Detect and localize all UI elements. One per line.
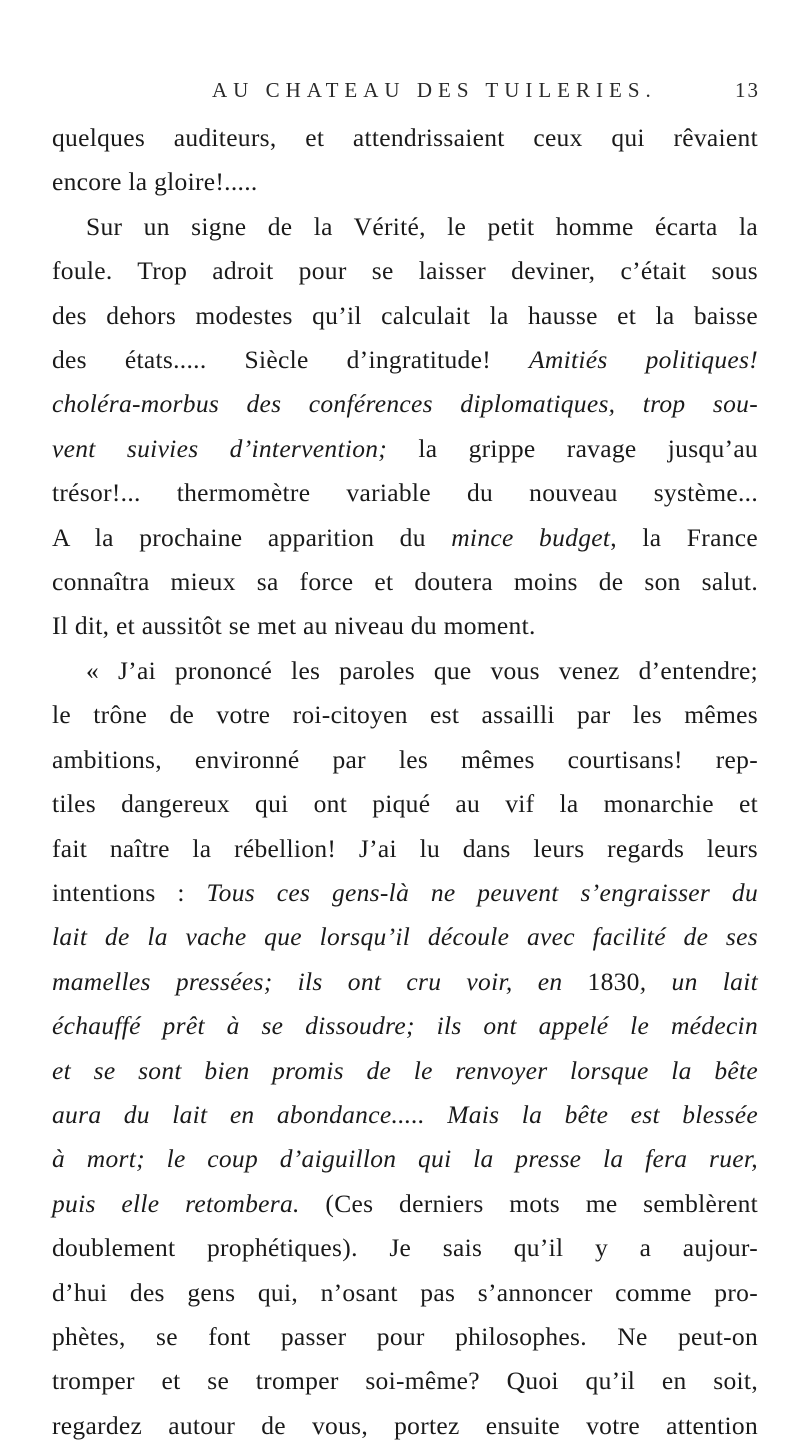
text-segment: doublement prophétiques). Je sais qu’il y a aujour- — [52, 1233, 758, 1263]
text-line — [52, 871, 758, 915]
text-segment: le trône de votre roi-citoyen est assailli par les mêmes — [52, 700, 758, 730]
text-segment: d’hui des gens qui, n’osant pas s’annoncer comme pro- — [52, 1277, 758, 1307]
text-segment: foule. Trop adroit pour se laisser deviner, c’était sous — [52, 256, 758, 286]
text-line — [52, 738, 758, 782]
italic-text: Amitiés politiques! — [529, 345, 758, 375]
text-line — [52, 560, 758, 604]
text-line — [52, 294, 758, 338]
text-segment: Sur un signe de la Vérité, le petit homme écarta la — [86, 211, 758, 241]
text-line — [52, 915, 758, 959]
text-line — [52, 205, 758, 249]
text-line — [52, 827, 758, 871]
text-line — [52, 1093, 758, 1137]
text-line — [52, 1004, 758, 1048]
page-number: 13 — [735, 78, 760, 102]
text-segment: « J’ai prononcé les paroles que vous venez d’entendre; — [86, 655, 758, 685]
text-line — [52, 1359, 758, 1403]
text-line — [52, 693, 758, 737]
text-line — [52, 160, 758, 204]
italic-text: et se sont bien promis de le renvoyer lorsque la bête — [52, 1055, 758, 1085]
italic-text: échauffé prêt à se dissoudre; ils ont appelé le médecin — [52, 1011, 758, 1041]
text-line — [52, 427, 758, 471]
text-segment: tiles dangereux qui ont piqué au vif la monarchie et — [52, 789, 758, 819]
text-segment: intentions : — [52, 877, 207, 907]
text-segment: des dehors modestes qu’il calculait la hausse et la baisse — [52, 300, 758, 330]
text-segment: regardez autour de vous, portez ensuite votre attention — [52, 1410, 758, 1440]
italic-text: vent suivies d’intervention; — [52, 433, 388, 463]
text-segment: phètes, se font passer pour philosophes. Ne peut-on — [52, 1321, 758, 1351]
running-head — [52, 78, 760, 108]
text-line — [52, 1271, 758, 1315]
text-line — [52, 1049, 758, 1093]
text-segment: (Ces derniers mots me semblèrent — [299, 1188, 758, 1218]
text-line — [52, 782, 758, 826]
text-line — [52, 1182, 758, 1226]
text-segment: trésor!... thermomètre variable du nouveau système... — [52, 478, 758, 508]
text-segment: fait naître la rébellion! J’ai lu dans leurs regards leurs — [52, 833, 758, 863]
italic-text: à mort; le coup d’aiguillon qui la presse la fera ruer, — [52, 1144, 758, 1174]
running-title: AU CHATEAU DES TUILERIES. — [212, 78, 657, 102]
italic-text: aura du lait en abondance..... Mais la bête est blessée — [52, 1099, 758, 1129]
text-line — [52, 382, 758, 426]
text-segment: 1830 — [562, 966, 640, 996]
italic-text: Tous ces gens-là ne peuvent s’engraisser du — [206, 877, 758, 907]
italic-text: lait de la vache que lorsqu’il découle avec facilité de ses — [52, 922, 758, 952]
italic-text: mamelles pressées; ils ont cru voir, en — [52, 966, 563, 996]
text-segment: Il dit, et aussitôt se met au niveau du moment. — [52, 611, 536, 641]
text-segment: , la France — [610, 522, 758, 552]
text-segment: connaîtra mieux sa force et doutera moins de son salut. — [52, 567, 758, 597]
text-line — [52, 1137, 758, 1181]
text-line — [52, 116, 758, 160]
text-line — [52, 649, 758, 693]
italic-text: , un lait — [639, 966, 758, 996]
text-line — [52, 604, 758, 648]
text-segment: ambitions, environné par les mêmes courtisans! rep- — [52, 744, 758, 774]
text-line — [52, 338, 758, 382]
italic-text: mince budget — [451, 522, 611, 552]
text-line — [52, 1315, 758, 1359]
text-line — [52, 1226, 758, 1270]
text-segment: A la prochaine apparition du — [52, 522, 452, 552]
italic-text: choléra-morbus des conférences diplomatiques, trop sou- — [52, 389, 758, 419]
text-segment: tromper et se tromper soi-même? Quoi qu’il en soit, — [52, 1366, 758, 1396]
italic-text: puis elle retombera. — [52, 1188, 300, 1218]
text-line — [52, 960, 758, 1004]
text-line — [52, 516, 758, 560]
text-segment: encore la gloire!..... — [52, 167, 258, 197]
text-line — [52, 471, 758, 515]
body-text — [52, 116, 758, 1448]
text-segment: des états..... Siècle d’ingratitude! — [52, 345, 530, 375]
text-line — [52, 249, 758, 293]
text-line — [52, 1404, 758, 1448]
text-segment: quelques auditeurs, et attendrissaient ceux qui rêvaient — [52, 123, 758, 152]
text-segment: la grippe ravage jusqu’au — [387, 433, 758, 463]
